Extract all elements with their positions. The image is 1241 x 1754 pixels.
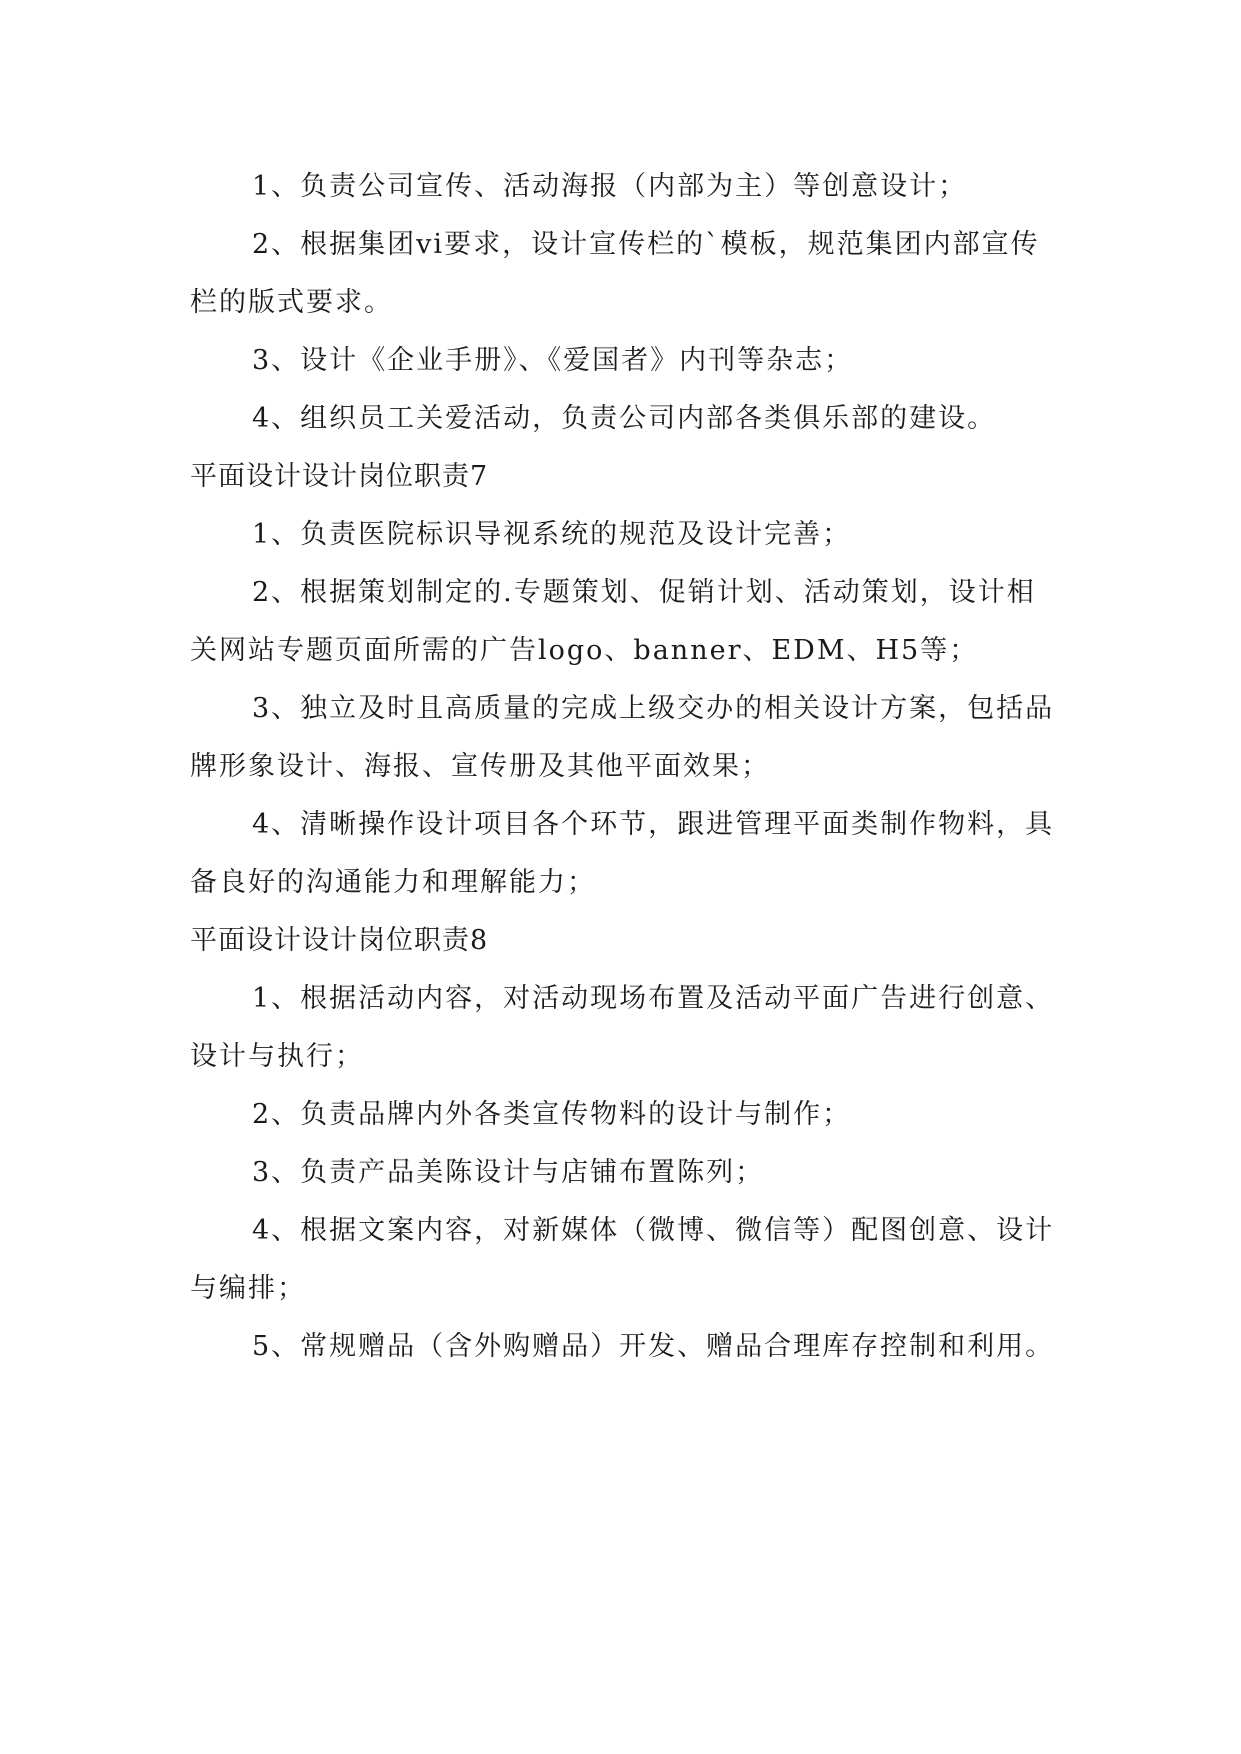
duty-item: 1、负责公司宣传、活动海报（内部为主）等创意设计； xyxy=(252,171,968,202)
duty-item: 1、根据活动内容，对活动现场布置及活动平面广告进行创意、设计与执行； xyxy=(190,983,1055,1072)
duty-item: 4、清晰操作设计项目各个环节，跟进管理平面类制作物料，具备良好的沟通能力和理解能力； xyxy=(190,809,1055,898)
section-heading: 平面设计设计岗位职责8 xyxy=(190,925,489,956)
duty-item: 4、组织员工关爱活动，负责公司内部各类俱乐部的建设。 xyxy=(252,403,997,434)
duty-item: 2、根据策划制定的.专题策划、促销计划、活动策划，设计相关网站专题页面所需的广告logo、banner、EDM、H5等； xyxy=(190,577,1036,666)
duty-item: 2、负责品牌内外各类宣传物料的设计与制作； xyxy=(252,1099,852,1130)
duty-item: 1、负责医院标识导视系统的规范及设计完善； xyxy=(252,519,852,550)
duty-item: 3、负责产品美陈设计与店铺布置陈列； xyxy=(252,1157,765,1188)
section-heading: 平面设计设计岗位职责7 xyxy=(190,461,489,492)
duty-item: 2、根据集团vi要求，设计宣传栏的`模板，规范集团内部宣传栏的版式要求。 xyxy=(190,229,1040,318)
duty-item: 3、独立及时且高质量的完成上级交办的相关设计方案，包括品牌形象设计、海报、宣传册及其他平面效果； xyxy=(190,693,1055,782)
duty-item: 3、设计《企业手册》、《爱国者》内刊等杂志； xyxy=(252,345,854,376)
duty-item: 4、根据文案内容，对新媒体（微博、微信等）配图创意、设计与编排； xyxy=(190,1215,1055,1304)
document-body xyxy=(190,158,1060,1376)
duty-item: 5、常规赠品（含外购赠品）开发、赠品合理库存控制和利用。 xyxy=(252,1331,1055,1362)
